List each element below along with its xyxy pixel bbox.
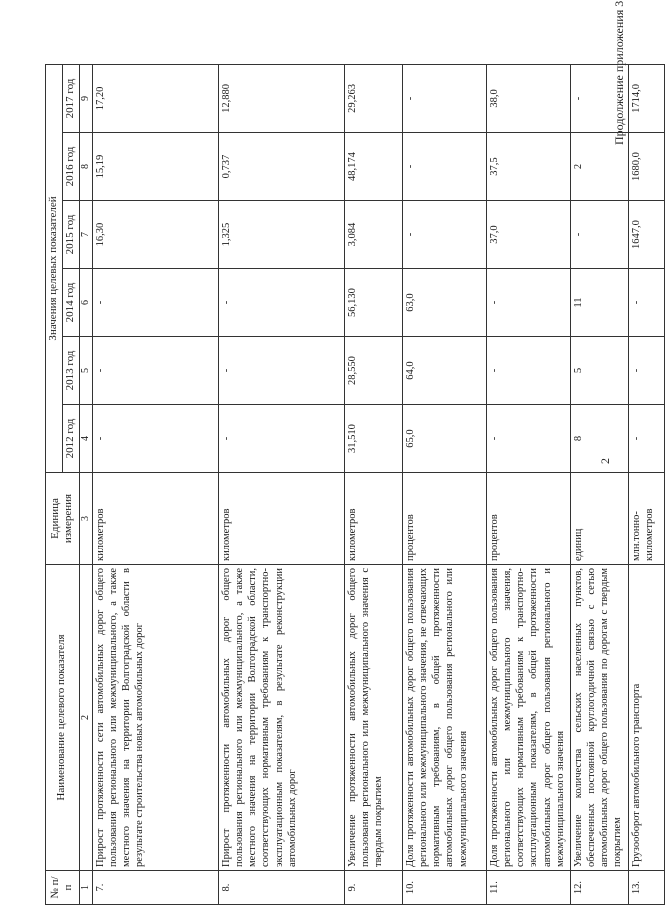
indicators-table bbox=[45, 64, 665, 905]
year-header: 2015 год bbox=[62, 201, 79, 269]
value-cell: 5 bbox=[571, 337, 629, 405]
column-index: 2 bbox=[79, 565, 93, 871]
value-cell: 11 bbox=[571, 269, 629, 337]
value-cell: - bbox=[219, 405, 345, 473]
unit-cell: процентов bbox=[487, 473, 571, 565]
unit-cell: процентов bbox=[403, 473, 487, 565]
value-cell: - bbox=[403, 201, 487, 269]
table-row bbox=[571, 64, 629, 904]
value-cell: 31,510 bbox=[345, 405, 403, 473]
unit-cell: единиц bbox=[571, 473, 629, 565]
value-cell: 65,0 bbox=[403, 405, 487, 473]
indicator-name: Прирост протяженности сети автомобильных дорог общего пользования регионального или межмуниципального, а также местного значения на территории Волгоградской области в результате строительства новых автомобильных дорог bbox=[93, 565, 219, 871]
column-index: 8 bbox=[79, 133, 93, 201]
value-cell: 0,737 bbox=[219, 133, 345, 201]
value-cell: 8 bbox=[571, 405, 629, 473]
value-cell: 12,880 bbox=[219, 64, 345, 132]
value-cell: - bbox=[629, 405, 665, 473]
row-number: 11. bbox=[487, 871, 571, 905]
unit-cell: млн.тонно-километров bbox=[629, 473, 665, 565]
column-index: 9 bbox=[79, 64, 93, 132]
value-cell: 3,084 bbox=[345, 201, 403, 269]
value-cell: 63,0 bbox=[403, 269, 487, 337]
value-cell: 2 bbox=[571, 133, 629, 201]
column-index: 6 bbox=[79, 269, 93, 337]
value-cell: - bbox=[629, 337, 665, 405]
value-cell: - bbox=[93, 337, 219, 405]
indicator-name: Доля протяженности автомобильных дорог общего пользования регионального или межмуниципального значения, не отвечающих нормативным требованиям, в общей протяженности автомобильных дорог общего пользования регионального или межмуниципального значения bbox=[403, 565, 487, 871]
value-cell: 37,0 bbox=[487, 201, 571, 269]
value-cell: - bbox=[487, 269, 571, 337]
value-cell: 17,20 bbox=[93, 64, 219, 132]
value-cell: 64,0 bbox=[403, 337, 487, 405]
value-cell: 15,19 bbox=[93, 133, 219, 201]
page-number: 2 bbox=[598, 458, 612, 464]
year-header: 2016 год bbox=[62, 133, 79, 201]
value-cell: 28,550 bbox=[345, 337, 403, 405]
col-name-header: Наименование целевого показателя bbox=[46, 565, 80, 871]
value-cell: 1680,0 bbox=[629, 133, 665, 201]
indicator-name: Увеличение протяженности автомобильных дорог общего пользования регионального или межмуниципального значения с твердым покрытием bbox=[345, 565, 403, 871]
unit-cell: километров bbox=[219, 473, 345, 565]
value-cell: - bbox=[487, 337, 571, 405]
value-cell: - bbox=[571, 64, 629, 132]
year-header: 2014 год bbox=[62, 269, 79, 337]
indicator-name: Доля протяженности автомобильных дорог общего пользования регионального или межмуниципального значения, соответствующих нормативным требованиям к транспортно-эксплуатационным показателям, в общей протяженности автомобильных дорог общего пользования регионального и межмуниципального значения bbox=[487, 565, 571, 871]
row-number: 10. bbox=[403, 871, 487, 905]
row-number: 13. bbox=[629, 871, 665, 905]
column-index: 5 bbox=[79, 337, 93, 405]
value-cell: - bbox=[487, 405, 571, 473]
col-values-group-header: Значения целевых показателей bbox=[46, 64, 63, 472]
column-index: 4 bbox=[79, 405, 93, 473]
value-cell: 16,30 bbox=[93, 201, 219, 269]
column-index: 3 bbox=[79, 473, 93, 565]
row-number: 8. bbox=[219, 871, 345, 905]
value-cell: 1,325 bbox=[219, 201, 345, 269]
indicator-name: Прирост протяженности автомобильных дорог общего пользования регионального или межмуниципального, а также местного значения на территории Волгоградской области, соответствующих нормативным требованиям к транспортно-эксплуатационным показателям, в результате реконструкции автомобильных дорог bbox=[219, 565, 345, 871]
row-number: 7. bbox=[93, 871, 219, 905]
value-cell: - bbox=[219, 337, 345, 405]
column-index: 1 bbox=[79, 871, 93, 905]
table-row bbox=[629, 64, 665, 904]
column-index-row bbox=[79, 64, 93, 904]
value-cell: - bbox=[403, 64, 487, 132]
year-header: 2013 год bbox=[62, 337, 79, 405]
value-cell: 38,0 bbox=[487, 64, 571, 132]
row-number: 12. bbox=[571, 871, 629, 905]
value-cell: - bbox=[93, 405, 219, 473]
row-number: 9. bbox=[345, 871, 403, 905]
value-cell: 48,174 bbox=[345, 133, 403, 201]
value-cell: - bbox=[403, 133, 487, 201]
value-cell: 1714,0 bbox=[629, 64, 665, 132]
value-cell: 1647,0 bbox=[629, 201, 665, 269]
year-header: 2012 год bbox=[62, 405, 79, 473]
continuation-note: Продолжение приложения 3 bbox=[612, 0, 626, 145]
value-cell: - bbox=[629, 269, 665, 337]
col-no-header: № п/п bbox=[46, 871, 80, 905]
unit-cell: километров bbox=[93, 473, 219, 565]
table-row bbox=[219, 64, 345, 904]
value-cell: - bbox=[219, 269, 345, 337]
year-header: 2017 год bbox=[62, 64, 79, 132]
value-cell: - bbox=[93, 269, 219, 337]
col-unit-header: Единица измерения bbox=[46, 473, 80, 565]
table-row bbox=[93, 64, 219, 904]
unit-cell: километров bbox=[345, 473, 403, 565]
column-index: 7 bbox=[79, 201, 93, 269]
table-row bbox=[403, 64, 487, 904]
table-row bbox=[345, 64, 403, 904]
value-cell: 29,263 bbox=[345, 64, 403, 132]
indicator-name: Увеличение количества сельских населенных пунктов, обеспеченных постоянной круглогодичной связью с сетью автомобильных дорог общего пользования по дорогам с твердым покрытием bbox=[571, 565, 629, 871]
value-cell: 56,130 bbox=[345, 269, 403, 337]
table-row bbox=[487, 64, 571, 904]
header-row-1 bbox=[46, 64, 63, 904]
indicator-name: Грузооборот автомобильного транспорта bbox=[629, 565, 665, 871]
value-cell: - bbox=[571, 201, 629, 269]
value-cell: 37,5 bbox=[487, 133, 571, 201]
